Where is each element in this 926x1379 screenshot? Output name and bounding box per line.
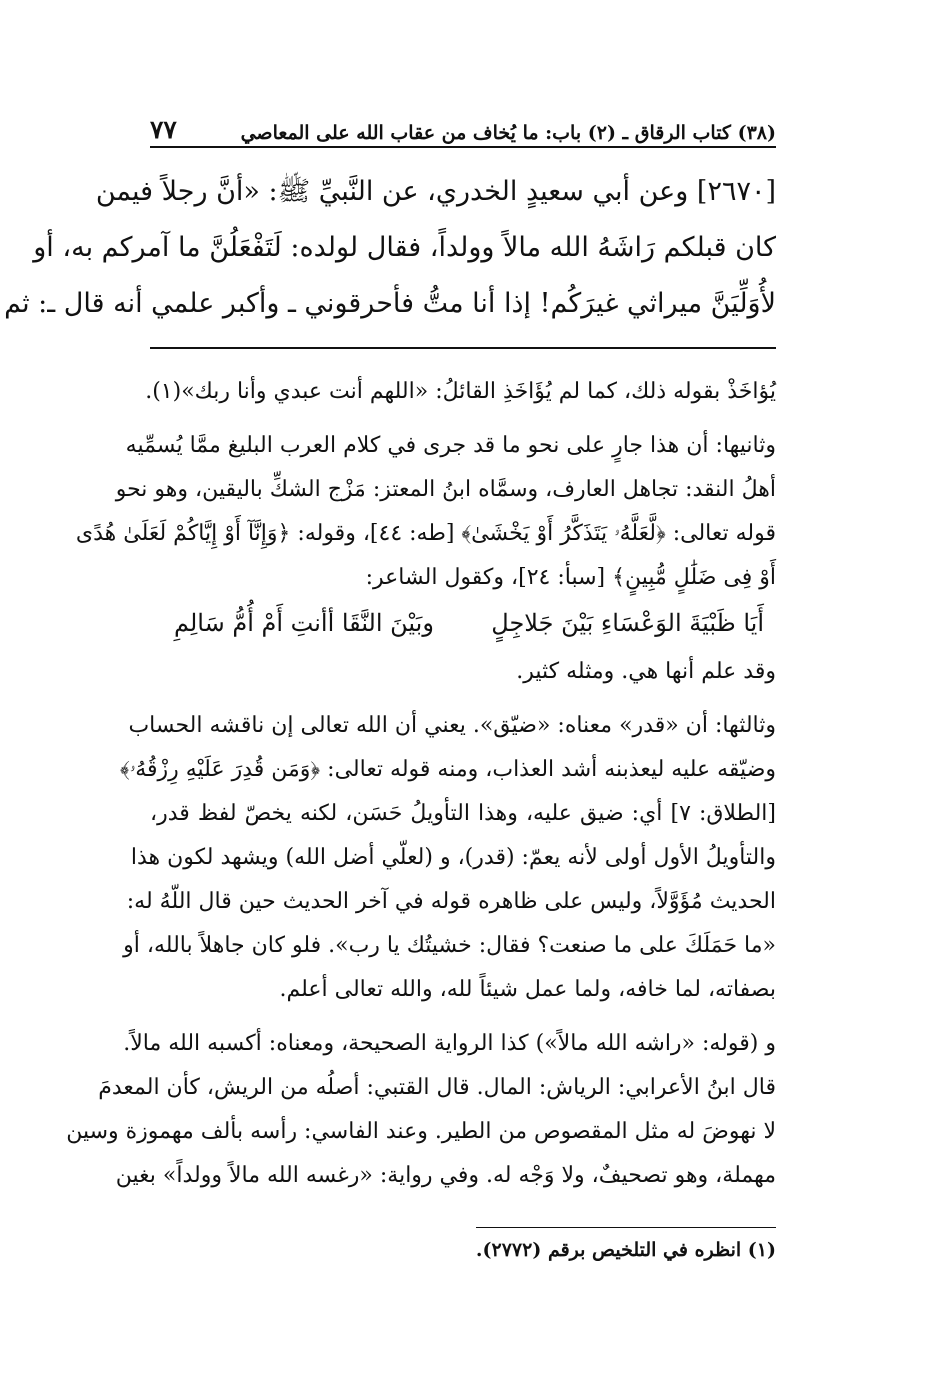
header-divider	[150, 146, 776, 148]
commentary-paragraph	[145, 370, 776, 414]
text-line: أَوْ فِى ضَلَٰلٍ مُّبِينٍ﴾ [سبأ: ٢٤]، وكقول الشاعر:	[365, 565, 776, 590]
page-header	[150, 100, 776, 144]
footnote: (١) انظره في التلخيص برقم (٢٧٧٢).	[475, 1239, 776, 1261]
text-line: مهملة، وهو تصحيفٌ، ولا وَجْه له. وفي رواية: «رغسه الله مالاً وولداً» بغين	[115, 1163, 776, 1188]
text-line: لا نهوضَ له مثل المقصوص من الطير. وعند الفاسي: رأسه بألف مهموزة وسين	[66, 1119, 776, 1144]
text-line: قال ابنُ الأعرابي: الرياش: المال. قال القتبي: أصلُه من الريش، كأن المعدمَ	[98, 1075, 776, 1100]
text-line: و (قوله: «راشه الله مالاً») كذا الرواية الصحيحة، ومعناه: أكسبه الله مالاً.	[123, 1031, 776, 1056]
text-line: والتأويلُ الأول أولى لأنه يعمّ: (قدر)، و (لعلّي أضل الله) ويشهد لكون هذا	[130, 845, 776, 870]
text-line: الحديث مُؤَوَّلاً، وليس على ظاهره قوله في آخر الحديث حين قال اللّهُ له:	[126, 889, 776, 914]
commentary	[66, 370, 776, 1208]
text-line: أهلُ النقد: تجاهل العارف، وسمَّاه ابنُ المعتز: مَزْج الشكِّ باليقين، وهو نحو	[115, 477, 776, 502]
text-line: يُؤاخَذْ بقوله ذلك، كما لم يُؤَاخَذِ القائلُ: «اللهم أنت عبدي وأنا ربك»(١).	[145, 379, 776, 404]
page-number: ٧٧	[150, 115, 177, 144]
hadith-line: لأُوَلِّيَنَّ ميراثي غيرَكُم! إذا أنا متُّ فأحرقوني ـ وأكبر علمي أنه قال ـ: ثم	[4, 288, 776, 319]
commentary-paragraph	[75, 424, 776, 600]
running-head: (٣٨) كتاب الرقاق ـ (٢) باب: ما يُخاف من عقاب الله على المعاصي	[240, 122, 776, 144]
hadith-line: كان قبلكم رَاشَهُ الله مالاً وولداً، فقال لولده: لَتَفْعَلُنَّ ما آمركم به، أو	[33, 232, 776, 263]
text-line: وثانيها: أن هذا جارٍ على نحو ما قد جرى في كلام العرب البليغ ممَّا يُسمِّيه	[125, 433, 776, 458]
verse-second-hemistich: وبَيْنَ النَّقَا أأنتِ أَمْ أُمُّ سَالِمِ	[174, 609, 434, 637]
commentary-paragraph	[150, 650, 776, 694]
hadith-divider	[150, 347, 776, 349]
commentary-paragraph	[66, 1022, 776, 1198]
text-line: بصفاته، لما خافه، ولما عمل شيئاً لله، والله تعالى أعلم.	[279, 977, 776, 1002]
hadith-line: [٢٦٧٠] وعن أبي سعيدٍ الخدري، عن النَّبيِّ ﷺ: «أنَّ رجلاً فيمن	[95, 176, 776, 207]
text-line: وضيّقه عليه ليعذبنه أشد العذاب، ومنه قوله تعالى: ﴿وَمَن قُدِرَ عَلَيْهِ رِزْقُهُۥ﴾	[119, 757, 776, 782]
text-line: وثالثها: أن «قدر» معناه: «ضيّق». يعني أن الله تعالى إن ناقشه الحساب	[128, 713, 776, 738]
text-line: وقد علم أنها هي. ومثله كثير.	[516, 659, 776, 684]
commentary-paragraph	[119, 704, 776, 1012]
hadith-text	[4, 164, 776, 332]
text-line: «ما حَمَلَكَ على ما صنعت؟ فقال: خشيتُك يا رب». فلو كان جاهلاً بالله، أو	[123, 933, 776, 958]
footnote-divider	[476, 1227, 776, 1228]
text-line: [الطلاق: ٧] أي: ضيق عليه، وهذا التأويلُ حَسَن، لكنه يخصّ لفظ قدر،	[150, 801, 776, 826]
verse-first-hemistich: أَيَا ظَبْيَةَ الوَعْسَاءِ بَيْنَ جَلاجِلٍ	[491, 609, 764, 637]
poetry-verse	[150, 600, 776, 646]
text-line: قوله تعالى: ﴿لَّعَلَّهُۥ يَتَذَكَّرُ أَوْ يَخْشَىٰ﴾ [طه: ٤٤]، وقوله: ﴿وَإِنَّآ أَوْ إِيَّاكُمْ لَعَلَىٰ هُدًى	[75, 521, 776, 546]
